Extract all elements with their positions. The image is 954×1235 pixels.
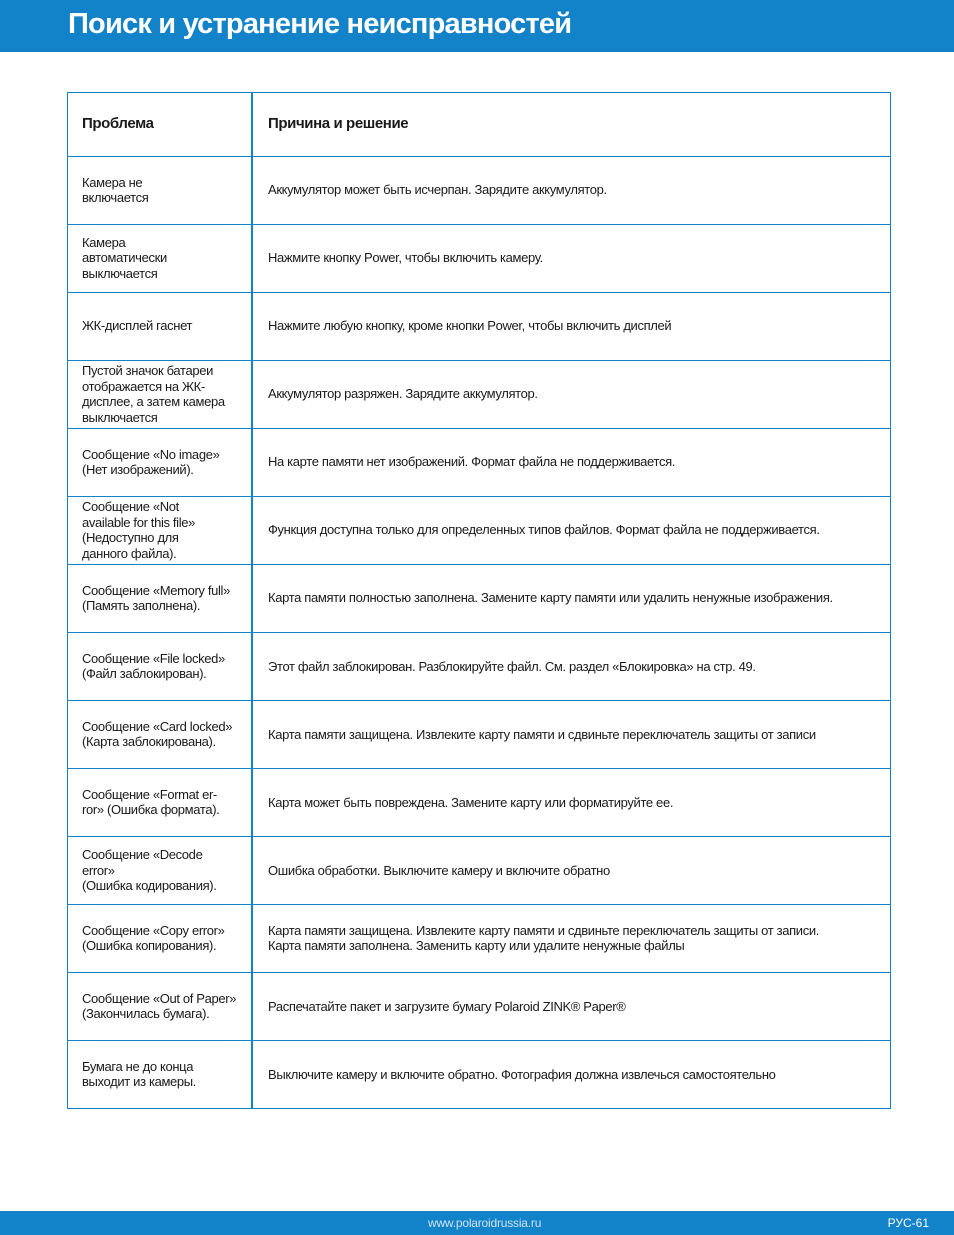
solution-cell: [252, 768, 891, 836]
page-number: РУС-61: [887, 1216, 929, 1230]
solution-cell: [252, 836, 891, 904]
problem-cell: [67, 1040, 252, 1108]
solution-cell-line: Карта памяти защищена. Извлеките карту памяти и сдвиньте переключатель защиты от записи.: [268, 922, 820, 938]
solution-cell-line: Нажмите любую кнопку, кроме кнопки Power, чтобы включить дисплей: [268, 318, 672, 334]
problem-cell-line: ror» (Ошибка формата).: [82, 802, 220, 818]
table-row: [67, 428, 891, 496]
problem-cell-line: включается: [82, 190, 149, 206]
header-bar: [0, 0, 954, 52]
problem-cell: [67, 428, 252, 496]
problem-cell-line: (Недоступно для: [82, 530, 179, 546]
solution-cell-line: Карта памяти заполнена. Заменить карту или удалите ненужные файлы: [268, 938, 685, 954]
problem-cell-line: Сообщение «Out of Paper»: [82, 990, 237, 1006]
solution-cell: [252, 700, 891, 768]
problem-cell: [67, 292, 252, 360]
problem-cell-line: Пустой значок батареи: [82, 363, 213, 379]
solution-cell-line: Карта может быть повреждена. Замените карту или форматируйте ее.: [268, 794, 674, 810]
table-row: [67, 1040, 891, 1108]
problem-cell: [67, 564, 252, 632]
table-row: [67, 496, 891, 564]
problem-cell-line: (Закончилась бумага).: [82, 1006, 210, 1022]
problem-cell-line: Камера: [82, 234, 126, 250]
solution-cell: [252, 904, 891, 972]
solution-cell-line: Нажмите кнопку Power, чтобы включить камеру.: [268, 250, 543, 266]
problem-cell-line: (Нет изображений).: [82, 462, 194, 478]
solution-cell-line: Карта памяти защищена. Извлеките карту памяти и сдвиньте переключатель защиты от записи: [268, 726, 816, 742]
solution-cell: [252, 496, 891, 564]
solution-cell: [252, 360, 891, 428]
solution-cell-line: Выключите камеру и включите обратно. Фотография должна извлечься самостоятельно: [268, 1066, 776, 1082]
table-row: [67, 768, 891, 836]
problem-cell-line: (Карта заблокирована).: [82, 734, 216, 750]
problem-cell-line: Сообщение «Decode error»: [82, 847, 203, 878]
solution-cell: [252, 1040, 891, 1108]
solution-cell-line: Этот файл заблокирован. Разблокируйте файл. См. раздел «Блокировка» на стр. 49.: [268, 658, 756, 674]
problem-cell-line: Сообщение «Copy error»: [82, 922, 225, 938]
table-row: [67, 564, 891, 632]
solution-cell-line: Распечатайте пакет и загрузите бумагу Polaroid ZINK® Paper®: [268, 998, 626, 1014]
footer-url[interactable]: www.polaroidrussia.ru: [428, 1216, 542, 1230]
solution-cell: [252, 564, 891, 632]
problem-cell-line: Сообщение «Not: [82, 499, 179, 515]
problem-cell: [67, 972, 252, 1040]
solution-cell: [252, 428, 891, 496]
troubleshooting-table: [67, 92, 891, 1109]
problem-cell-line: Сообщение «No image»: [82, 446, 220, 462]
solution-cell: [252, 224, 891, 292]
problem-cell-line: Сообщение «Card locked»: [82, 718, 233, 734]
problem-cell-line: (Ошибка копирования).: [82, 938, 217, 954]
problem-cell-line: Сообщение «Memory full»: [82, 582, 230, 598]
problem-cell-line: Сообщение «File locked»: [82, 650, 225, 666]
table-row: [67, 700, 891, 768]
table-row: [67, 224, 891, 292]
table-row: [67, 632, 891, 700]
problem-cell-line: выключается: [82, 265, 158, 281]
problem-cell: [67, 700, 252, 768]
table-row: [67, 904, 891, 972]
solution-cell: [252, 292, 891, 360]
solution-cell-line: На карте памяти нет изображений. Формат файла не поддерживается.: [268, 454, 676, 470]
solution-cell: [252, 972, 891, 1040]
problem-cell-line: Камера не: [82, 174, 143, 190]
table-row: [67, 292, 891, 360]
table-header-row: [67, 92, 891, 156]
problem-cell-line: Сообщение «Format er-: [82, 786, 217, 802]
problem-cell: [67, 768, 252, 836]
solution-cell-line: Ошибка обработки. Выключите камеру и включите обратно: [268, 862, 610, 878]
problem-cell: [67, 496, 252, 564]
problem-cell-line: выходит из камеры.: [82, 1074, 197, 1090]
solution-cell-line: Функция доступна только для определенных типов файлов. Формат файла не поддерживается.: [268, 522, 820, 538]
problem-cell: [67, 632, 252, 700]
problem-cell-line: Бумага не до конца: [82, 1058, 194, 1074]
solution-cell-line: Аккумулятор может быть исчерпан. Зарядите аккумулятор.: [268, 182, 607, 198]
problem-cell-line: отображается на ЖК-: [82, 378, 205, 394]
footer-bar: [0, 1211, 954, 1235]
problem-cell: [67, 904, 252, 972]
column-header-solution: Причина и решение: [268, 115, 409, 133]
problem-cell: [67, 836, 252, 904]
problem-cell-line: выключается: [82, 409, 158, 425]
table-row: [67, 972, 891, 1040]
table-row: [67, 836, 891, 904]
problem-cell-line: (Память заполнена).: [82, 598, 201, 614]
problem-cell-line: (Файл заблокирован).: [82, 666, 207, 682]
problem-cell-line: автоматически: [82, 250, 167, 266]
solution-cell-line: Аккумулятор разряжен. Зарядите аккумулятор.: [268, 386, 538, 402]
table-row: [67, 156, 891, 224]
problem-cell-line: ЖК-дисплей гаснет: [82, 318, 193, 334]
table-row: [67, 360, 891, 428]
problem-cell: [67, 156, 252, 224]
column-header-problem: Проблема: [67, 92, 252, 156]
solution-cell-line: Карта памяти полностью заполнена. Замените карту памяти или удалить ненужные изображения.: [268, 590, 833, 606]
problem-cell-line: данного файла).: [82, 545, 177, 561]
problem-cell-line: (Ошибка кодирования).: [82, 878, 217, 894]
solution-cell: [252, 632, 891, 700]
problem-cell-line: available for this file»: [82, 514, 195, 530]
problem-cell-line: дисплее, а затем камера: [82, 394, 225, 410]
solution-cell: [252, 156, 891, 224]
page-title: Поиск и устранение неисправностей: [68, 8, 572, 40]
problem-cell: [67, 360, 252, 428]
problem-cell: [67, 224, 252, 292]
